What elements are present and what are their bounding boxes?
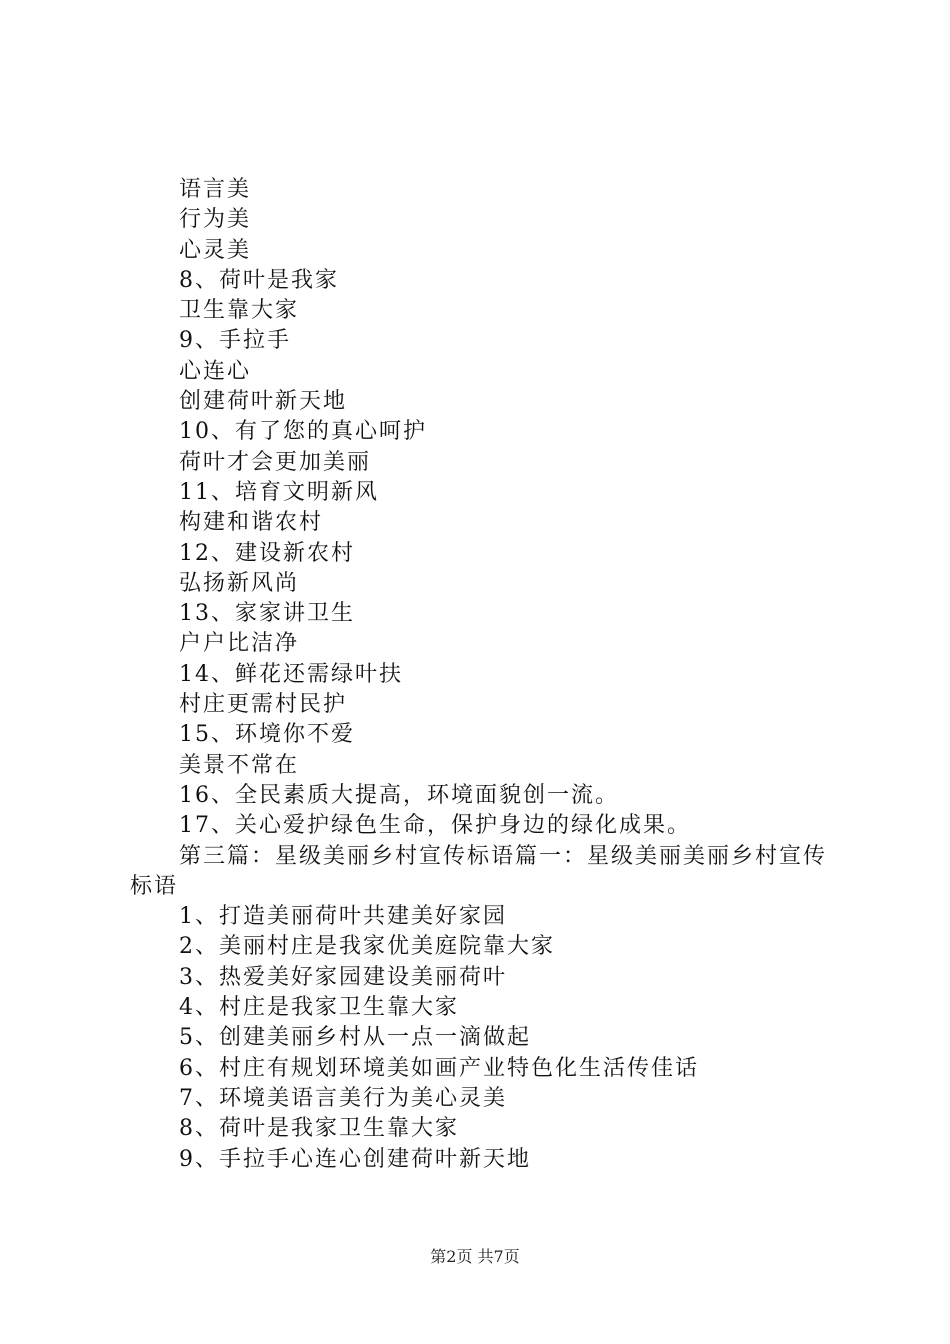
slogan-line: 美景不常在 [179, 752, 300, 778]
slogan-line: 17、关心爱护绿色生命，保护身边的绿化成果。 [179, 813, 691, 839]
slogan-list-part2 [130, 902, 840, 1175]
slogan-line: 行为美 [179, 207, 252, 233]
document-body [130, 175, 840, 1175]
slogan-line: 9、手拉手心连心创建荷叶新天地 [179, 1146, 531, 1172]
slogan-line: 16、全民素质大提高，环境面貌创一流。 [179, 782, 619, 808]
slogan-line: 9、手拉手 [179, 328, 291, 354]
slogan-line: 弘扬新风尚 [179, 570, 300, 596]
slogan-line: 12、建设新农村 [179, 540, 355, 566]
slogan-line: 创建荷叶新天地 [179, 389, 348, 415]
slogan-list-part1 [130, 175, 840, 842]
slogan-line: 2、美丽村庄是我家优美庭院靠大家 [179, 934, 555, 960]
slogan-line: 6、村庄有规划环境美如画产业特色化生活传佳话 [179, 1055, 699, 1081]
slogan-line: 15、环境你不爱 [179, 722, 355, 748]
slogan-line: 1、打造美丽荷叶共建美好家园 [179, 904, 507, 930]
slogan-line: 4、村庄是我家卫生靠大家 [179, 995, 459, 1021]
slogan-line: 8、荷叶是我家卫生靠大家 [179, 1116, 459, 1142]
slogan-line: 3、热爱美好家园建设美丽荷叶 [179, 964, 507, 990]
slogan-line: 10、有了您的真心呵护 [179, 419, 427, 445]
slogan-line: 卫生靠大家 [179, 298, 300, 324]
slogan-line: 14、鲜花还需绿叶扶 [179, 661, 403, 687]
slogan-line: 5、创建美丽乡村从一点一滴做起 [179, 1025, 531, 1051]
slogan-line: 户户比洁净 [179, 631, 300, 657]
slogan-line: 11、培育文明新风 [179, 479, 379, 505]
slogan-line: 8、荷叶是我家 [179, 267, 339, 293]
slogan-line: 村庄更需村民护 [179, 692, 348, 718]
slogan-line: 语言美 [179, 177, 252, 202]
slogan-line: 7、环境美语言美行为美心灵美 [179, 1085, 507, 1111]
section-heading: 第三篇：星级美丽乡村宣传标语篇一：星级美丽美丽乡村宣传标语 [130, 843, 828, 899]
slogan-line: 荷叶才会更加美丽 [179, 449, 372, 475]
slogan-line: 13、家家讲卫生 [179, 601, 355, 627]
slogan-line: 心灵美 [179, 237, 252, 263]
page-footer: 第2页 共7页 [430, 1247, 520, 1266]
slogan-line: 构建和谐农村 [179, 510, 324, 536]
slogan-line: 心连心 [179, 358, 252, 384]
